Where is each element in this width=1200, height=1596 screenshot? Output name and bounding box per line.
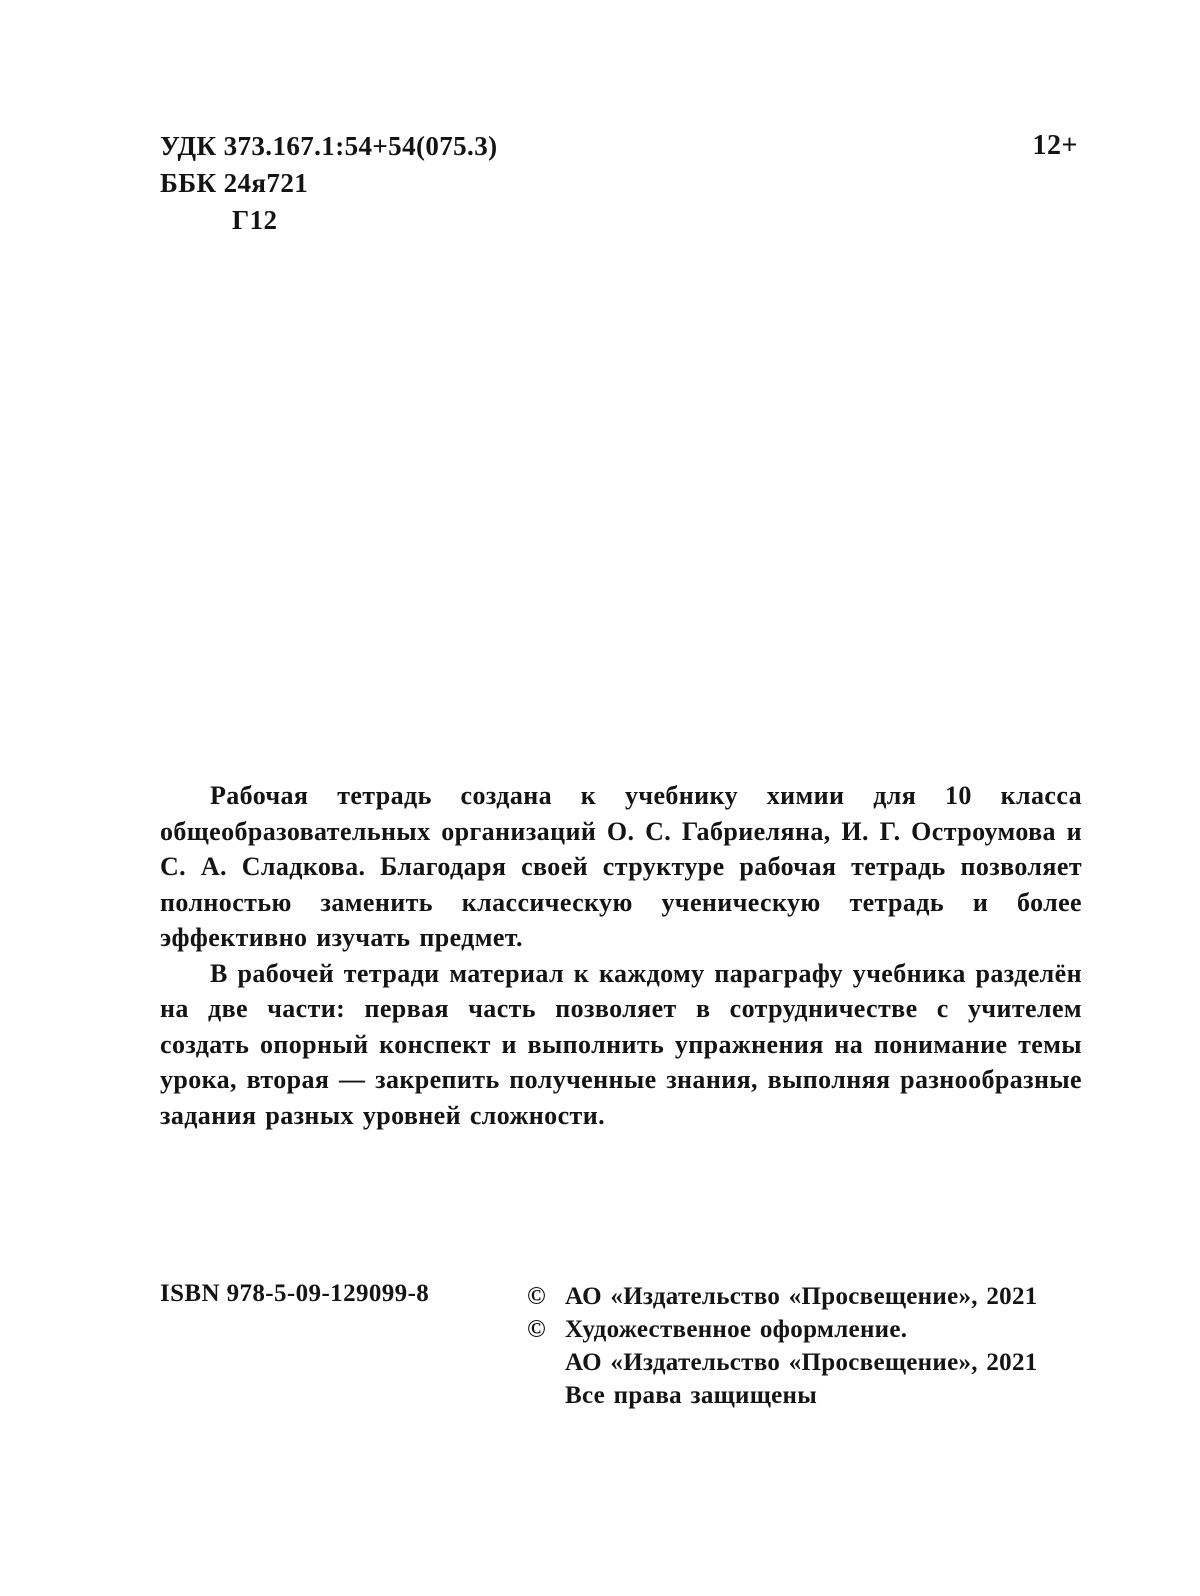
copyright-line [527, 1379, 1082, 1412]
imprint-row [160, 1280, 1082, 1412]
copyright-symbol [527, 1379, 565, 1412]
isbn-number: ISBN 978-5-09-129099-8 [160, 1280, 430, 1307]
copyright-text: АО «Издательство «Просвещение», 2021 [565, 1283, 1038, 1310]
copyright-text: Все права защищены [565, 1382, 818, 1409]
classification-codes [160, 128, 498, 239]
copyright-line [527, 1313, 1082, 1346]
annotation-block [160, 778, 1082, 1133]
udk-code: УДК 373.167.1:54+54(075.3) [160, 131, 498, 161]
annotation-paragraph-1: Рабочая тетрадь создана к учебнику химии для 10 класса общеобразовательных организаций О. С. Габриеляна, И. Г. Остроумова и С. А. Сладкова. Благодаря своей структуре рабочая тетрадь позволяет полностью заменить классическую ученическую тетрадь и более эффективно изучать предмет. [160, 781, 1082, 952]
copyright-symbol: © [527, 1316, 546, 1343]
copyright-symbol [527, 1346, 565, 1379]
copyright-symbol: © [527, 1283, 546, 1310]
copyright-text: Художественное оформление. [565, 1316, 908, 1343]
copyright-block [527, 1280, 1082, 1412]
bbk-code: ББК 24я721 [160, 168, 309, 198]
age-rating-badge: 12+ [1032, 130, 1078, 161]
copyright-text: АО «Издательство «Просвещение», 2021 [565, 1349, 1038, 1376]
copyright-line [527, 1346, 1082, 1379]
authors-sign-code: Г12 [232, 205, 278, 235]
copyright-line [527, 1280, 1082, 1313]
annotation-paragraph-2: В рабочей тетради материал к каждому параграфу учебника разделён на две части: первая часть позволяет в сотрудничестве с учителем создать опорный конспект и выполнить упражнения на понимание темы урока, вторая — закрепить полученные знания, выполняя разнообразные задания разных уровней сложности. [160, 958, 1082, 1130]
